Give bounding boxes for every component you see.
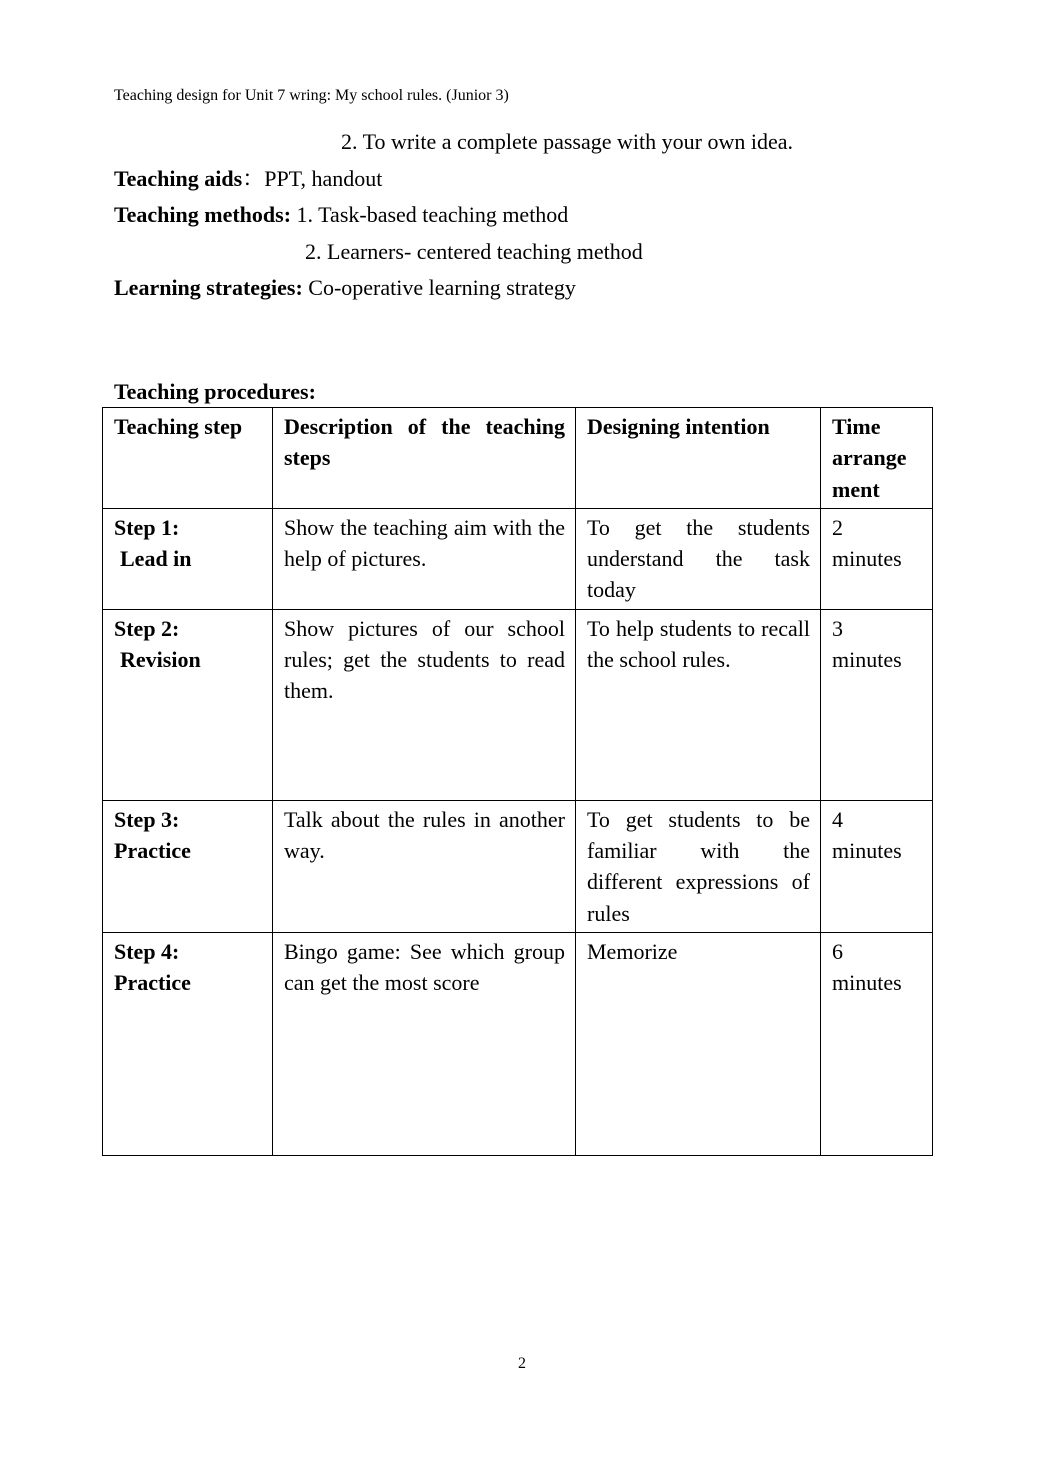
description-cell: Talk about the rules in another way. <box>273 800 576 932</box>
time-cell: 4 minutes <box>821 800 933 932</box>
table-row <box>103 932 933 1155</box>
table-header-row <box>103 408 933 509</box>
time-cell: 3 minutes <box>821 609 933 800</box>
time-cell: 2 minutes <box>821 508 933 609</box>
header-time: Time arrange ment <box>821 408 933 509</box>
teaching-aids-line <box>114 165 382 193</box>
table-row <box>103 508 933 609</box>
header-intention: Designing intention <box>576 408 821 509</box>
teaching-methods-line <box>114 201 568 229</box>
learning-strategies-value: Co-operative learning strategy <box>308 275 576 300</box>
objective-line: 2. To write a complete passage with your own idea. <box>341 129 793 154</box>
intention-cell: To get the students understand the task today <box>576 508 821 609</box>
table-row <box>103 609 933 800</box>
step-cell: Step 2: Revision <box>103 609 273 800</box>
header-description: Description of the teaching steps <box>273 408 576 509</box>
learning-strategies-line <box>114 274 576 302</box>
intention-cell: To help students to recall the school rules. <box>576 609 821 800</box>
step-cell: Step 3: Practice <box>103 800 273 932</box>
teaching-methods-label: Teaching methods: <box>114 202 292 227</box>
intention-cell: Memorize <box>576 932 821 1155</box>
teaching-aids-separator: ： <box>242 166 265 191</box>
learning-strategies-label: Learning strategies: <box>114 275 303 300</box>
description-cell: Show the teaching aim with the help of pictures. <box>273 508 576 609</box>
teaching-procedures-table <box>102 407 933 1156</box>
intention-cell: To get students to be familiar with the different expressions of rules <box>576 800 821 932</box>
teaching-aids-value: PPT, handout <box>264 166 383 191</box>
time-cell: 6 minutes <box>821 932 933 1155</box>
page-header: Teaching design for Unit 7 wring: My school rules. (Junior 3) <box>114 87 509 104</box>
step-cell: Step 1: Lead in <box>103 508 273 609</box>
procedures-title: Teaching procedures: <box>114 379 316 404</box>
header-teaching-step: Teaching step <box>103 408 273 509</box>
description-cell: Bingo game: See which group can get the most score <box>273 932 576 1155</box>
teaching-aids-label: Teaching aids <box>114 166 243 191</box>
table-row <box>103 800 933 932</box>
description-cell: Show pictures of our school rules; get the students to read them. <box>273 609 576 800</box>
page-number: 2 <box>518 1355 526 1372</box>
teaching-method-2: 2. Learners- centered teaching method <box>305 239 643 264</box>
step-cell: Step 4: Practice <box>103 932 273 1155</box>
teaching-method-1: 1. Task-based teaching method <box>296 202 569 227</box>
